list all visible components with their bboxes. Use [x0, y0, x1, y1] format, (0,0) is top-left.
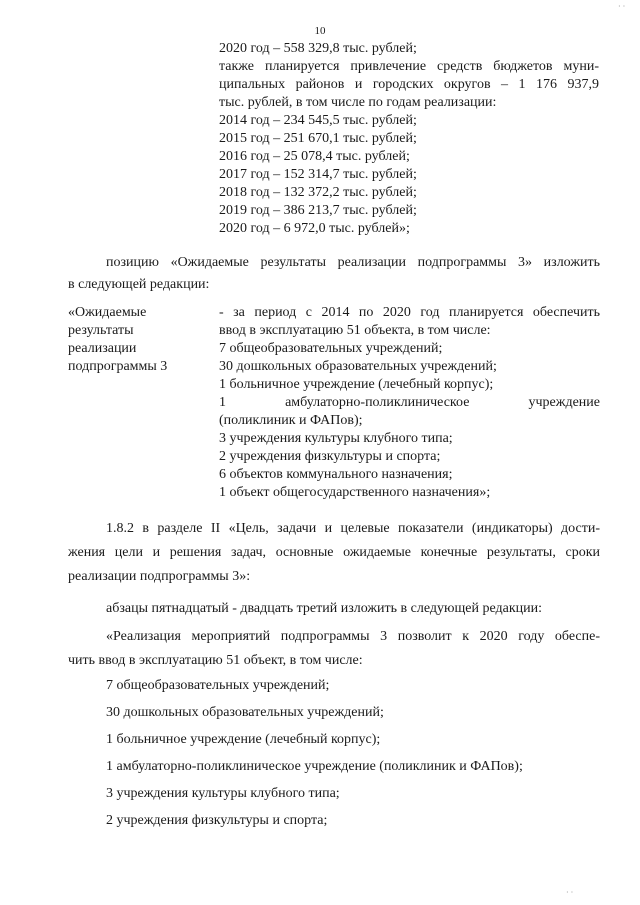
results-label-line: «Ожидаемые: [68, 305, 147, 320]
results-content-line: 2 учреждения физкультуры и спорта;: [219, 449, 441, 464]
list-item: 2 учреждения физкультуры и спорта;: [106, 813, 328, 828]
results-label-line: результаты: [68, 323, 134, 338]
page-number: 10: [314, 25, 326, 37]
funding-line: также планируется привлечение средств бюджетов муни-: [219, 59, 599, 74]
position-instruction-line: позицию «Ожидаемые результаты реализации подпрограммы 3» изложить: [106, 255, 600, 270]
scan-mark-top: · ·: [618, 2, 626, 11]
objects-list: [68, 672, 600, 834]
scan-mark-bottom: · ·: [566, 888, 574, 897]
funding-block: [219, 40, 599, 238]
funding-line: 2020 год – 558 329,8 тыс. рублей;: [219, 41, 417, 56]
position-instruction-line: в следующей редакции:: [68, 277, 210, 292]
results-content-line: 7 общеобразовательных учреждений;: [219, 341, 443, 356]
list-item: 1 больничное учреждение (лечебный корпус);: [106, 732, 381, 747]
implementation-line: чить ввод в эксплуатацию 51 объект, в том числе:: [68, 653, 363, 668]
list-item: 3 учреждения культуры клубного типа;: [106, 786, 340, 801]
results-label-line: подпрограммы 3: [68, 359, 168, 374]
results-content-line: (поликлиник и ФАПов);: [219, 413, 363, 428]
position-instruction: [68, 254, 600, 272]
position-instruction-end: [68, 276, 600, 294]
results-content-line: ввод в эксплуатацию 51 объекта, в том числе:: [219, 323, 491, 338]
results-content-line: [219, 394, 600, 412]
list-item: 7 общеобразовательных учреждений;: [106, 678, 330, 693]
funding-line: 2020 год – 6 972,0 тыс. рублей»;: [219, 221, 410, 236]
funding-line: 2019 год – 386 213,7 тыс. рублей;: [219, 203, 417, 218]
funding-line: 2016 год – 25 078,4 тыс. рублей;: [219, 149, 410, 164]
list-item: 1 амбулаторно-поликлиническое учреждение (поликлиник и ФАПов);: [106, 759, 523, 774]
results-content-line: 6 объектов коммунального назначения;: [219, 467, 453, 482]
section-182-line: 1.8.2 в разделе II «Цель, задачи и целевые показатели (индикаторы) дости-: [106, 521, 600, 536]
funding-line: ципальных районов и городских округов – 1 176 937,9: [219, 77, 599, 92]
results-content-line: 30 дошкольных образовательных учреждений;: [219, 359, 497, 374]
results-content-line: 3 учреждения культуры клубного типа;: [219, 431, 453, 446]
funding-line: 2015 год – 251 670,1 тыс. рублей;: [219, 131, 417, 146]
implementation-paragraph: [68, 625, 600, 673]
funding-line: 2018 год – 132 372,2 тыс. рублей;: [219, 185, 417, 200]
paragraphs-instruction: [68, 597, 600, 621]
section-182-line: реализации подпрограммы 3»:: [68, 569, 251, 584]
section-182: [68, 517, 600, 589]
results-content-fragment: учреждение: [528, 395, 600, 410]
results-label-line: реализации: [68, 341, 137, 356]
funding-line: тыс. рублей, в том числе по годам реализации:: [219, 95, 497, 110]
results-content-fragment: амбулаторно-поликлиническое: [285, 395, 470, 410]
results-label: [68, 304, 198, 376]
results-content-line: 1 больничное учреждение (лечебный корпус);: [219, 377, 494, 392]
results-content: [219, 304, 600, 502]
results-content-fragment: 1: [219, 395, 226, 410]
funding-line: 2017 год – 152 314,7 тыс. рублей;: [219, 167, 417, 182]
results-content-line: 1 объект общегосударственного назначения»;: [219, 485, 491, 500]
paragraphs-instruction-line: абзацы пятнадцатый - двадцать третий изложить в следующей редакции:: [106, 601, 542, 616]
section-182-line: жения цели и решения задач, основные ожидаемые конечные результаты, сроки: [68, 545, 600, 560]
implementation-line: «Реализация мероприятий подпрограммы 3 позволит к 2020 году обеспе-: [106, 629, 600, 644]
funding-line: 2014 год – 234 545,5 тыс. рублей;: [219, 113, 417, 128]
results-content-line: - за период с 2014 по 2020 год планируется обеспечить: [219, 305, 600, 320]
list-item: 30 дошкольных образовательных учреждений;: [106, 705, 384, 720]
